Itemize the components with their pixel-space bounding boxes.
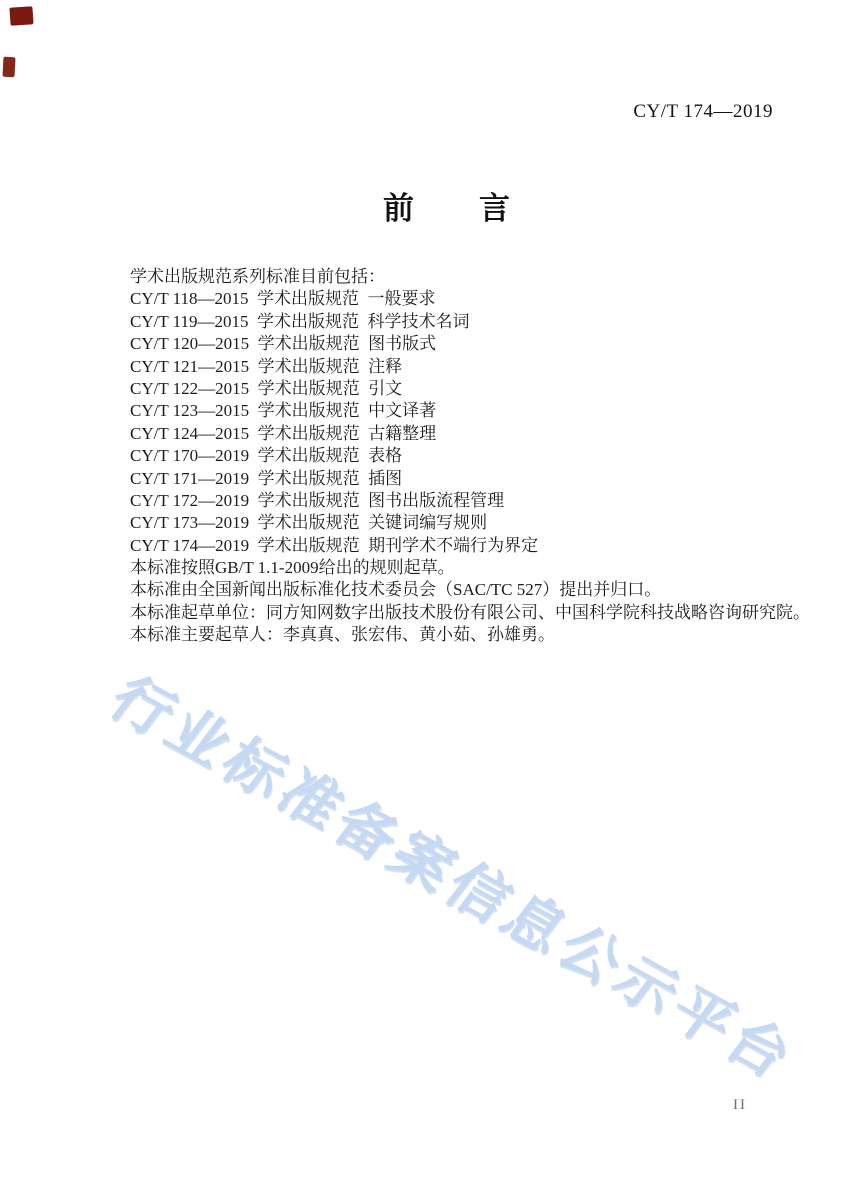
standard-line: CY/T 172—2019 学术出版规范 图书出版流程管理 xyxy=(130,490,505,510)
paragraph-line: 本标准由全国新闻出版标准化技术委员会（SAC/TC 527）提出并归口。 xyxy=(130,580,662,600)
intro-line: 学术出版规范系列标准目前包括： xyxy=(130,267,385,286)
scan-artifact-mark xyxy=(2,57,15,78)
foreword-paragraphs xyxy=(130,557,810,647)
document-body xyxy=(130,266,810,647)
standards-list xyxy=(130,288,810,557)
standard-line: CY/T 119—2015 学术出版规范 科学技术名词 xyxy=(130,311,470,331)
paragraph-line: 本标准主要起草人：李真真、张宏伟、黄小茹、孙雄勇。 xyxy=(130,625,555,645)
page-number: II xyxy=(733,1097,747,1113)
standard-line: CY/T 123—2015 学术出版规范 中文译著 xyxy=(130,401,437,421)
standard-line: CY/T 171—2019 学术出版规范 插图 xyxy=(130,468,403,488)
scan-artifact-mark xyxy=(9,6,33,26)
standard-line: CY/T 120—2015 学术出版规范 图书版式 xyxy=(130,334,437,354)
standard-line: CY/T 121—2015 学术出版规范 注释 xyxy=(130,356,403,376)
standard-line: CY/T 124—2015 学术出版规范 古籍整理 xyxy=(130,423,437,443)
standard-code-header: CY/T 174—2019 xyxy=(633,101,773,122)
paragraph-line: 本标准起草单位：同方知网数字出版技术股份有限公司、中国科学院科技战略咨询研究院。 xyxy=(130,602,810,622)
standard-line: CY/T 170—2019 学术出版规范 表格 xyxy=(130,446,403,466)
standard-line: CY/T 118—2015 学术出版规范 一般要求 xyxy=(130,289,436,309)
page-title: 前 言 xyxy=(383,191,511,226)
standard-line: CY/T 173—2019 学术出版规范 关键词编写规则 xyxy=(130,513,488,533)
standard-line: CY/T 122—2015 学术出版规范 引文 xyxy=(130,378,403,398)
paragraph-line: 本标准按照GB/T 1.1-2009给出的规则起草。 xyxy=(130,558,455,578)
diagonal-watermark: 行业标准备案信息公示平台 xyxy=(97,666,809,1091)
standard-line: CY/T 174—2019 学术出版规范 期刊学术不端行为界定 xyxy=(130,535,539,555)
